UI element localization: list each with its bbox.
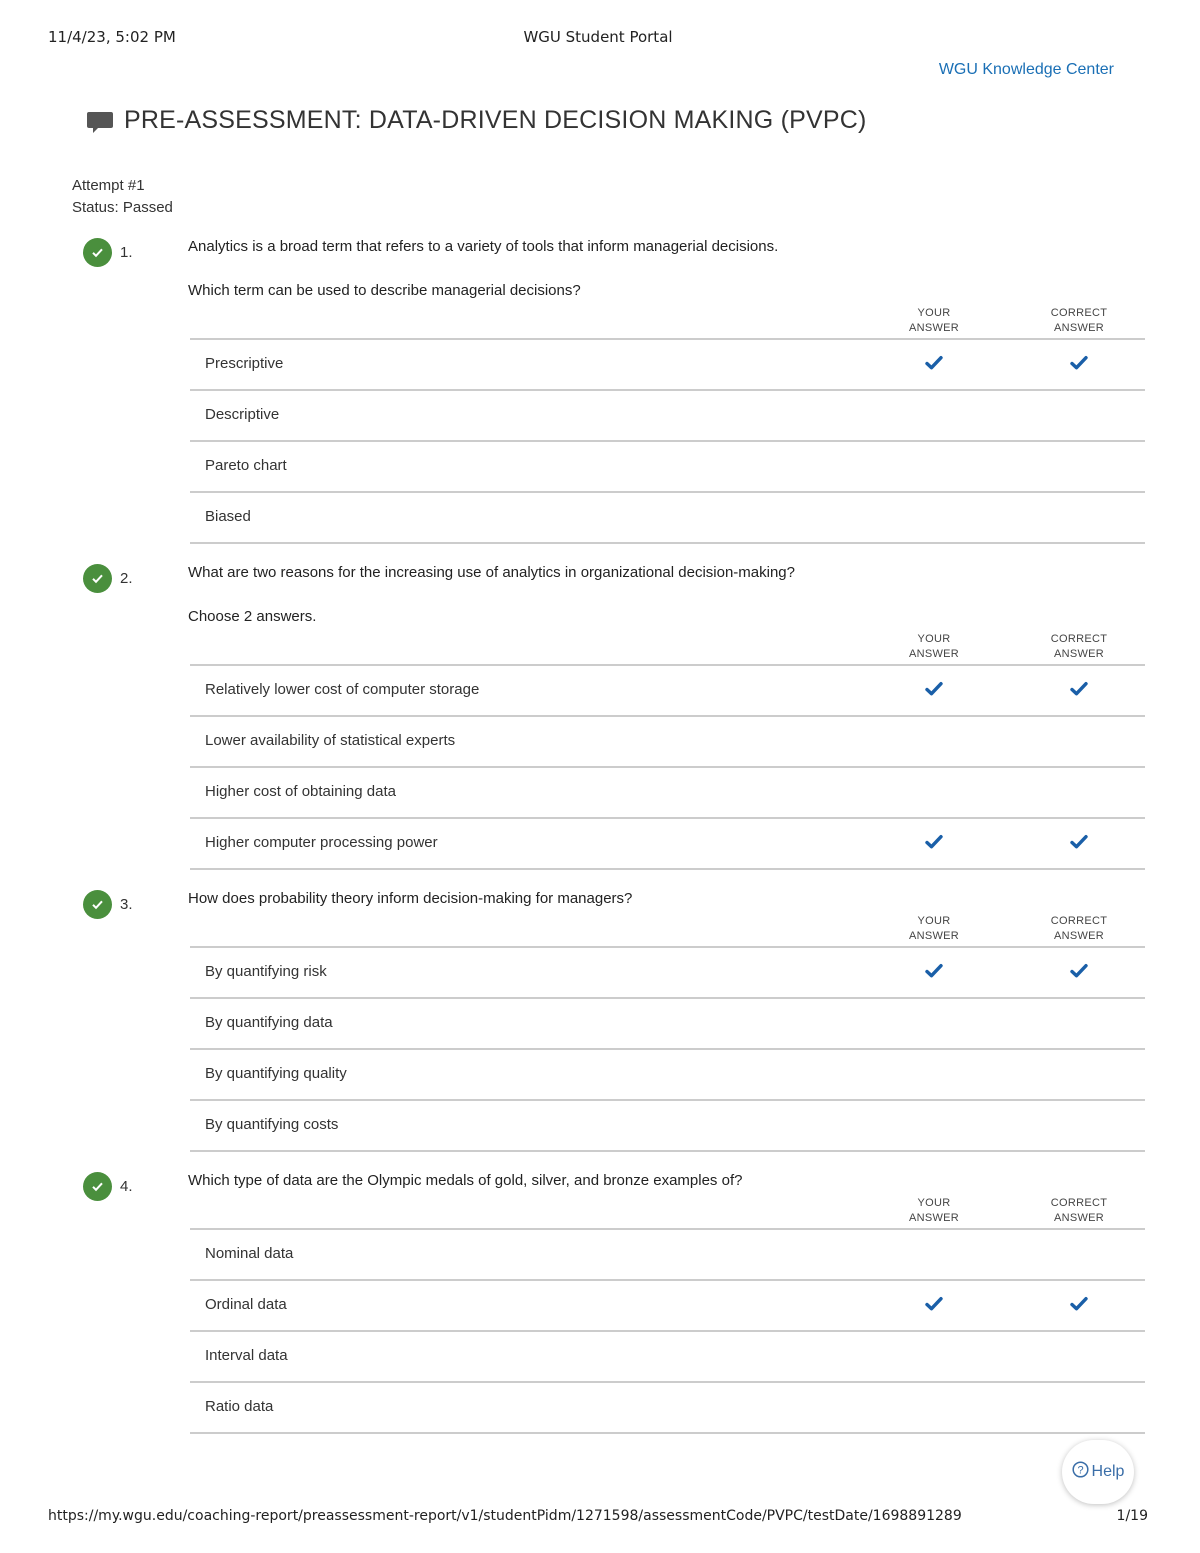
your-answer-header-line-2: ANSWER — [908, 1212, 960, 1224]
answer-row — [190, 1332, 1145, 1383]
question-instruction: Which term can be used to describe managerial decisions? — [188, 282, 581, 299]
your-answer-header — [894, 914, 974, 944]
your-answer-header-line-1: YOUR — [917, 1197, 951, 1209]
answer-label: By quantifying quality — [205, 1065, 347, 1082]
question-text: What are two reasons for the increasing use of analytics in organizational decision-making? — [188, 564, 795, 581]
page-title: PRE-ASSESSMENT: DATA-DRIVEN DECISION MAKING (PVPC) — [124, 106, 867, 134]
page-header — [86, 106, 867, 135]
question-number: 1. — [120, 244, 133, 261]
correct-answer-header-line-2: ANSWER — [1053, 648, 1105, 660]
correct-answer-header-line-1: CORRECT — [1050, 1197, 1108, 1209]
answer-label: Higher computer processing power — [205, 834, 438, 851]
answer-label: Nominal data — [205, 1245, 294, 1262]
your-answer-header — [894, 1196, 974, 1226]
your-answer-checkmark-icon — [924, 833, 944, 851]
correct-answer-checkmark-icon — [1069, 680, 1089, 698]
your-answer-header-line-1: YOUR — [917, 307, 951, 319]
correct-answer-checkmark-icon — [1069, 962, 1089, 980]
question-text: Which type of data are the Olympic medals of gold, silver, and bronze examples of? — [188, 1172, 743, 1189]
answer-label: Relatively lower cost of computer storage — [205, 681, 480, 698]
correct-answer-checkmark-icon — [1069, 1295, 1089, 1313]
chat-bubble-icon — [86, 107, 114, 135]
help-label: Help — [1091, 1463, 1125, 1480]
your-answer-checkmark-icon — [924, 1295, 944, 1313]
your-answer-checkmark-icon — [924, 680, 944, 698]
answer-table — [190, 338, 1145, 544]
answer-table — [190, 664, 1145, 870]
question-number: 3. — [120, 896, 133, 913]
correct-check-icon — [83, 238, 112, 267]
correct-answer-header — [1039, 914, 1119, 944]
answer-row — [190, 442, 1145, 493]
correct-answer-checkmark-icon — [1069, 354, 1089, 372]
your-answer-checkmark-icon — [924, 962, 944, 980]
correct-answer-header-line-2: ANSWER — [1053, 930, 1105, 942]
answer-label: Interval data — [205, 1347, 288, 1364]
answer-label: Prescriptive — [205, 355, 284, 372]
correct-answer-header-line-1: CORRECT — [1050, 915, 1108, 927]
answer-label: Lower availability of statistical experts — [205, 732, 456, 749]
correct-check-icon — [83, 1172, 112, 1201]
answer-label: Ordinal data — [205, 1296, 287, 1313]
correct-answer-header-line-2: ANSWER — [1053, 1212, 1105, 1224]
answer-row — [190, 1281, 1145, 1332]
correct-answer-checkmark-icon — [1069, 833, 1089, 851]
help-button[interactable] — [1062, 1440, 1134, 1504]
correct-answer-header — [1039, 1196, 1119, 1226]
your-answer-header-line-1: YOUR — [917, 633, 951, 645]
question-text: Analytics is a broad term that refers to a variety of tools that inform managerial decisions. — [188, 238, 779, 255]
print-page-number: 1/19 — [1116, 1508, 1148, 1524]
print-header — [48, 28, 1148, 48]
your-answer-header-line-1: YOUR — [917, 915, 951, 927]
correct-answer-header-line-2: ANSWER — [1053, 322, 1105, 334]
answer-row — [190, 717, 1145, 768]
attempt-number: Attempt #1 — [72, 177, 145, 194]
your-answer-header-line-2: ANSWER — [908, 930, 960, 942]
your-answer-header-line-2: ANSWER — [908, 322, 960, 334]
answer-row — [190, 1050, 1145, 1101]
answer-row — [190, 768, 1145, 819]
question-instruction: Choose 2 answers. — [188, 608, 317, 625]
answer-table — [190, 946, 1145, 1152]
question-text: How does probability theory inform decision-making for managers? — [188, 890, 633, 907]
question-number: 4. — [120, 1178, 133, 1195]
answer-label: By quantifying costs — [205, 1116, 339, 1133]
answer-row — [190, 1230, 1145, 1281]
print-date: 11/4/23, 5:02 PM — [48, 28, 176, 46]
your-answer-checkmark-icon — [924, 354, 944, 372]
attempt-info — [72, 175, 173, 219]
correct-answer-header-line-1: CORRECT — [1050, 633, 1108, 645]
answer-row — [190, 391, 1145, 442]
answer-label: By quantifying data — [205, 1014, 333, 1031]
print-url: https://my.wgu.edu/coaching-report/preassessment-report/v1/studentPidm/1271598/assessmentCode/PVPC/testDate/1698891289 — [48, 1508, 962, 1524]
answer-row — [190, 666, 1145, 717]
answer-row — [190, 493, 1145, 544]
answer-row — [190, 948, 1145, 999]
answer-label: Higher cost of obtaining data — [205, 783, 396, 800]
knowledge-center-link[interactable]: WGU Knowledge Center — [938, 61, 1114, 78]
attempt-status: Status: Passed — [72, 199, 173, 216]
answer-label: By quantifying risk — [205, 963, 327, 980]
answer-row — [190, 819, 1145, 870]
print-title: WGU Student Portal — [523, 28, 673, 46]
answer-label: Descriptive — [205, 406, 280, 423]
correct-check-icon — [83, 890, 112, 919]
answer-row — [190, 999, 1145, 1050]
answer-row — [190, 340, 1145, 391]
svg-text:?: ? — [1076, 1464, 1084, 1477]
print-footer — [48, 1508, 1148, 1528]
question-number: 2. — [120, 570, 133, 587]
your-answer-header — [894, 632, 974, 662]
your-answer-header-line-2: ANSWER — [908, 648, 960, 660]
your-answer-header — [894, 306, 974, 336]
correct-answer-header-line-1: CORRECT — [1050, 307, 1108, 319]
answer-row — [190, 1383, 1145, 1434]
answer-label: Biased — [205, 508, 251, 525]
answer-row — [190, 1101, 1145, 1152]
answer-table — [190, 1228, 1145, 1434]
correct-check-icon — [83, 564, 112, 593]
help-circle-icon — [1072, 1461, 1089, 1483]
answer-label: Ratio data — [205, 1398, 274, 1415]
answer-label: Pareto chart — [205, 457, 287, 474]
correct-answer-header — [1039, 306, 1119, 336]
correct-answer-header — [1039, 632, 1119, 662]
